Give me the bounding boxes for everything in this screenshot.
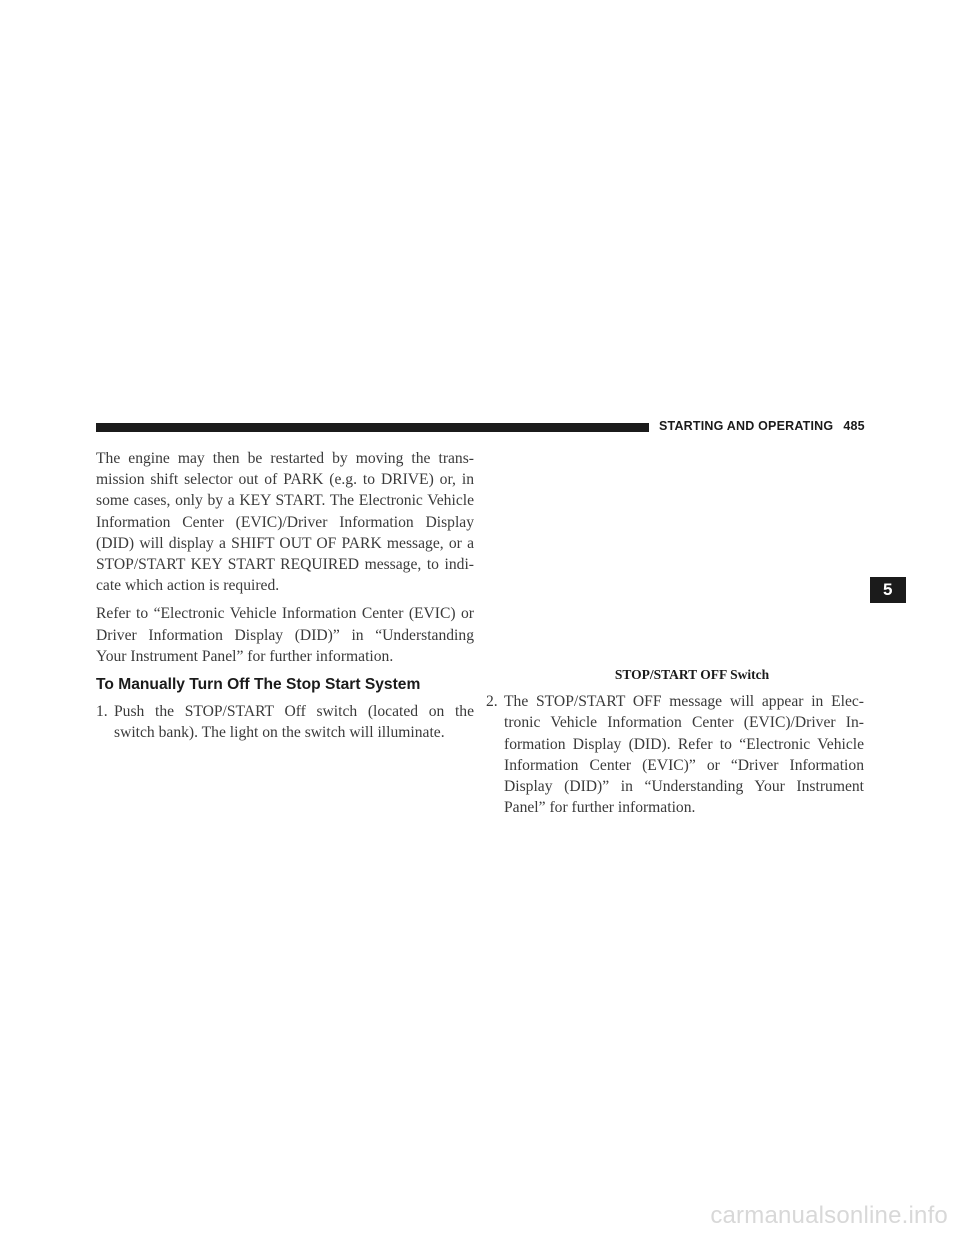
paragraph-restart <box>96 448 474 596</box>
list-number: 1. <box>96 703 108 721</box>
text-line: Push the STOP/START Off switch (located on the <box>114 703 474 721</box>
text-line: switch bank). The light on the switch will illuminate. <box>114 724 445 742</box>
text-line: The STOP/START OFF message will appear in Elec- <box>504 693 864 711</box>
text-line: Your Instrument Panel” for further information. <box>96 647 394 665</box>
text-line: (DID) will display a SHIFT OUT OF PARK message, or a <box>96 534 474 552</box>
text-line: Panel” for further information. <box>504 799 696 817</box>
figure-caption: STOP/START OFF Switch <box>614 667 770 682</box>
section-title: STARTING AND OPERATING <box>659 419 834 433</box>
header-rule <box>96 423 649 432</box>
text-line: some cases, only by a KEY START. The Electronic Vehicle <box>96 492 474 510</box>
section-heading: To Manually Turn Off The Stop Start System <box>96 676 421 694</box>
list-item-2 <box>486 691 864 818</box>
text-line: formation Display (DID). Refer to “Electronic Vehicle <box>504 735 864 753</box>
page-number: 485 <box>843 419 865 433</box>
text-line: Information Center (EVIC)” or “Driver Information <box>504 756 864 774</box>
running-header <box>659 419 865 433</box>
text-line: Refer to “Electronic Vehicle Information Center (EVIC) or <box>96 605 474 623</box>
list-item-1 <box>96 701 474 743</box>
watermark: carmanualsonline.info <box>710 1202 948 1229</box>
chapter-tab: 5 <box>870 577 906 603</box>
text-line: mission shift selector out of PARK (e.g. to DRIVE) or, in <box>96 471 474 489</box>
text-line: tronic Vehicle Information Center (EVIC)/Driver In- <box>504 714 864 732</box>
text-line: STOP/START KEY START REQUIRED message, to indi- <box>96 556 474 574</box>
list-number: 2. <box>486 693 498 711</box>
text-line: Driver Information Display (DID)” in “Understanding <box>96 626 474 644</box>
paragraph-refer <box>96 603 474 667</box>
text-line: Display (DID)” in “Understanding Your Instrument <box>504 778 864 796</box>
text-line: Information Center (EVIC)/Driver Information Display <box>96 513 474 531</box>
text-line: cate which action is required. <box>96 577 280 595</box>
text-line: The engine may then be restarted by moving the trans- <box>96 450 474 467</box>
right-column <box>486 664 864 818</box>
left-column <box>96 448 474 744</box>
